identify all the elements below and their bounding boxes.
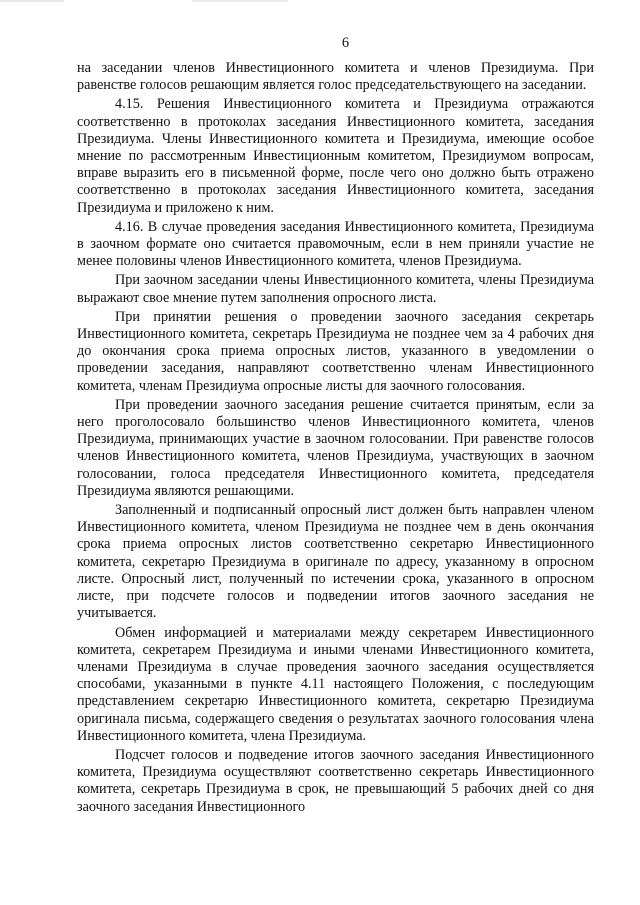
paragraph-absentee-decision: При проведении заочного заседания решение считается принятым, если за него проголосовало большинство членов Инвестиционного комитета, членов Президиума, принимающих участие в заочном голосовании. При равенстве голосов членов Инвестиционного комитета, членов Президиума, участвующих в заочном голосовании, голоса председателя Инвестиционного комитета, председателя Президиума являются решающими. [77,396,594,499]
paragraph-absentee-opinion: При заочном заседании члены Инвестиционного комитета, члены Президиума выражают свое мнение путем заполнения опросного листа. [77,272,594,306]
paragraph-information-exchange: Обмен информацией и материалами между секретарем Инвестиционного комитета, секретарем Президиума и иными членами Инвестиционного комитета, членами Президиума в случае проведения заочного заседания осуществляется способами, указанными в пункте 4.11 настоящего Положения, с последующим представлением секретарю Инвестиционного комитета, секретарю Президиума оригинала письма, содержащего сведения о результатах заочного голосования члена Инвестиционного комитета, члена Президиума. [77,624,594,744]
paragraph-1: на заседании членов Инвестиционного комитета и членов Президиума. При равенстве голосов решающим является голос председательствующего на заседании. [77,60,594,94]
paragraph-questionnaire-submission: Заполненный и подписанный опросный лист должен быть направлен членом Инвестиционного комитета, членом Президиума не позднее чем в день окончания срока приема опросных листов соответственно секретарю Инвестиционного комитета, секретарю Президиума в оригинале по адресу, указанному в опросном листе. Опросный лист, полученный по истечении срока, указанного в опросном листе, при подсчете голосов и подведении итогов заочного заседания не учитывается. [77,502,594,622]
paragraph-4-16: 4.16. В случае проведения заседания Инвестиционного комитета, Президиума в заочном формате оно считается правомочным, если в нем приняли участие не менее половины членов Инвестиционного комитета, членов Президиума. [77,218,594,270]
paragraph-vote-count: Подсчет голосов и подведение итогов заочного заседания Инвестиционного комитета, Президиума осуществляют соответственно секретарь Инвестиционного комитета, секретарь Президиума в срок, не превышающий 5 рабочих дней со дня заочного заседания Инвестиционного [77,746,594,815]
page-number: 6 [341,35,350,51]
scan-edge [0,0,640,2]
paragraph-absentee-notice: При принятии решения о проведении заочного заседания секретарь Инвестиционного комитета, секретарь Президиума не позднее чем за 4 рабочих дня до окончания срока приема опросных листов, указанного в уведомлении о проведении заседания, направляют соответственно членам Инвестиционного комитета, членам Президиума опросные листы для заочного голосования. [77,308,594,394]
paragraph-4-15: 4.15. Решения Инвестиционного комитета и Президиума отражаются соответственно в протоколах заседания Инвестиционного комитета, заседания Президиума. Члены Инвестиционного комитета и Президиума, имеющие особое мнение по рассмотренным Инвестиционным комитетом, Президиумом вопросам, вправе выразить его в письменной форме, после чего оно должно быть отражено соответственно в протоколах заседания Инвестиционного комитета, заседания Президиума и приложено к ним. [77,96,594,216]
